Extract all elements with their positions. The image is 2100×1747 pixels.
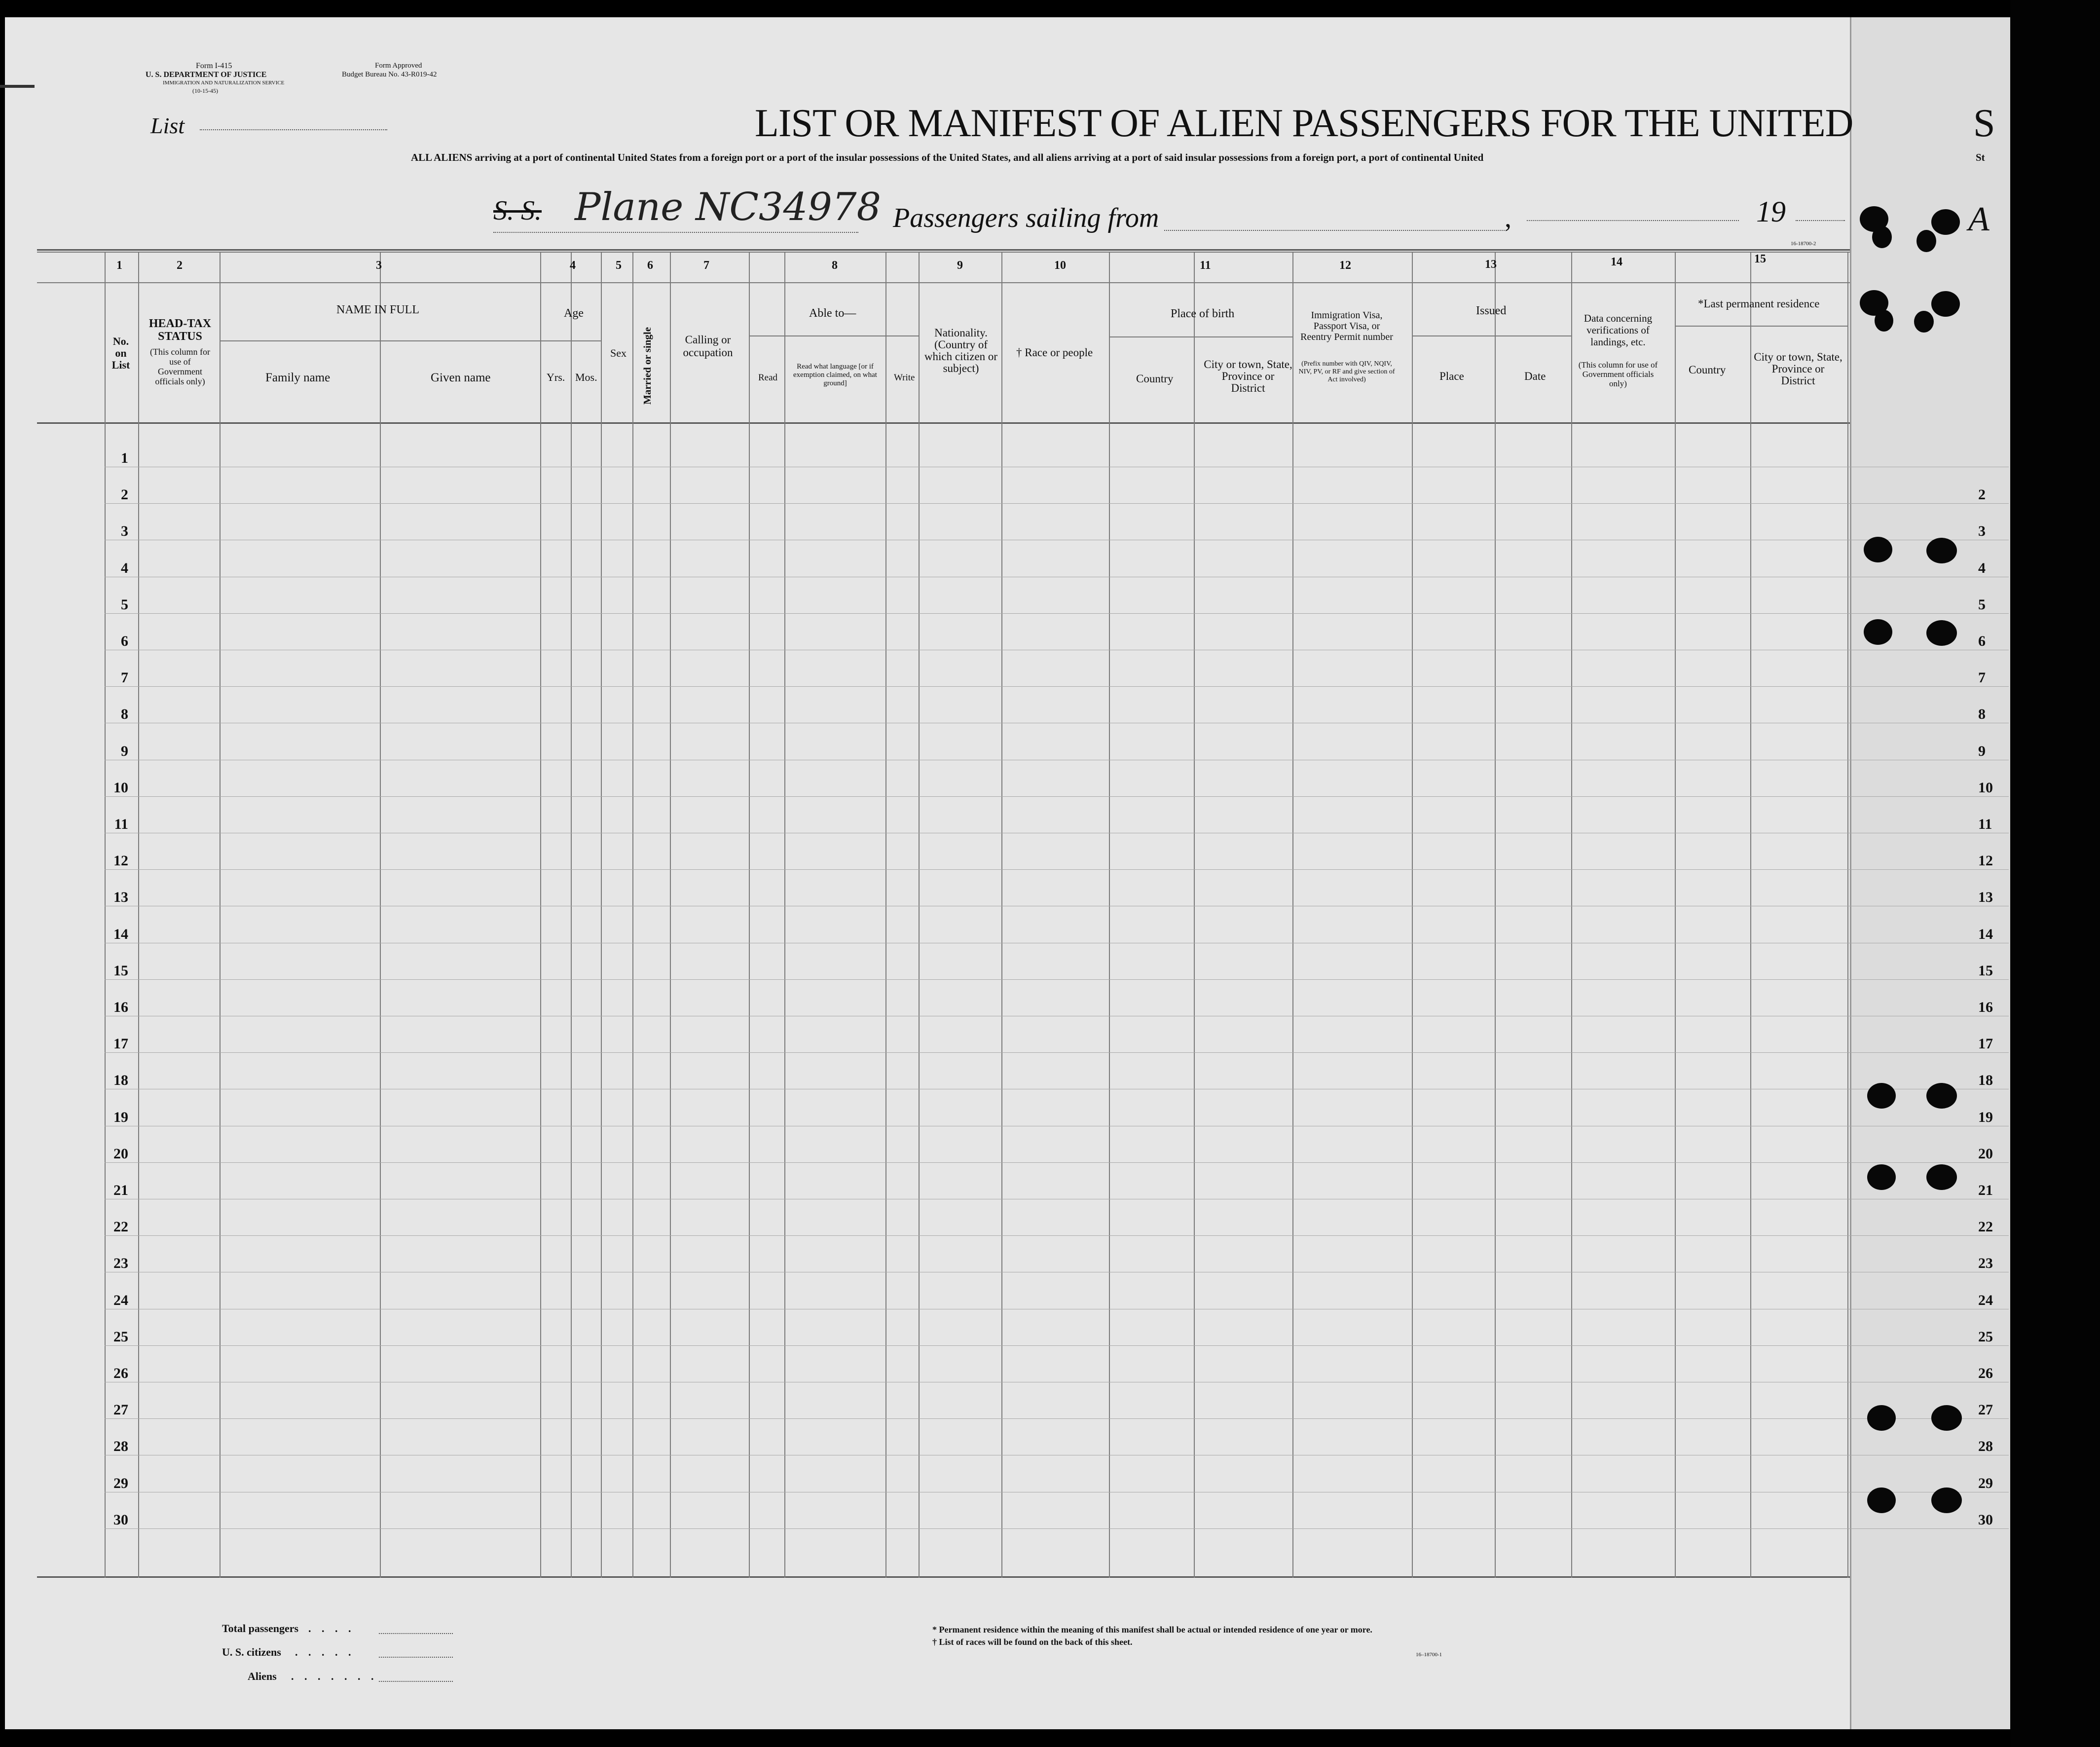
next-sheet-row-number: 30 xyxy=(1978,1512,1993,1528)
next-sheet-row-number: 25 xyxy=(1978,1329,1993,1345)
scan-border xyxy=(2010,0,2100,1747)
sex-header: Sex xyxy=(610,347,626,359)
row-number: 14 xyxy=(113,926,128,942)
subheader-rule xyxy=(220,340,540,341)
punch-hole xyxy=(1931,1487,1962,1513)
row-number: 11 xyxy=(114,816,128,832)
col-num-15: 15 xyxy=(1754,253,1766,265)
next-sheet-row-number: 3 xyxy=(1978,523,1986,539)
row-rule xyxy=(105,503,2009,504)
leader-dots: . . . . . . . xyxy=(291,1670,378,1682)
column-rule xyxy=(784,253,785,1578)
next-sheet-row-number: 10 xyxy=(1978,780,1993,796)
subheader-rule xyxy=(1412,335,1571,336)
column-rule xyxy=(540,253,541,1578)
table-top-border-2 xyxy=(37,252,1850,253)
row-number: 20 xyxy=(113,1146,128,1162)
next-sheet-row-number: 18 xyxy=(1978,1072,1993,1088)
punch-hole xyxy=(1926,538,1957,563)
subtitle-cutoff: St xyxy=(1976,151,1985,163)
visa-note: (Prefix number with QIV, NQIV, NIV, PV, or RF and give section of Act involved) xyxy=(1298,360,1395,383)
row-number: 18 xyxy=(113,1072,128,1088)
next-sheet-row-number: 13 xyxy=(1978,889,1993,905)
given-name-header: Given name xyxy=(431,371,491,384)
subheader-rule xyxy=(1675,326,1847,327)
row-number: 17 xyxy=(113,1036,128,1052)
next-sheet-row-number: 17 xyxy=(1978,1036,1993,1052)
sailing-from-label: Passengers sailing from xyxy=(893,203,1159,233)
punch-hole xyxy=(1875,310,1893,332)
service: IMMIGRATION AND NATURALIZATION SERVICE xyxy=(163,80,285,86)
subheader-rule xyxy=(749,335,919,336)
head-tax-header: HEAD-TAX STATUS xyxy=(148,317,212,343)
column-rule xyxy=(1847,253,1848,1578)
next-sheet-row-number: 19 xyxy=(1978,1109,1993,1125)
row-number: 10 xyxy=(113,780,128,796)
col-num-2: 2 xyxy=(177,259,183,272)
row-number: 24 xyxy=(113,1292,128,1308)
footer-code: 16–18700-1 xyxy=(1416,1652,1442,1658)
column-rule xyxy=(1675,253,1676,1578)
row-number: 9 xyxy=(121,743,128,759)
row-rule xyxy=(105,613,2009,614)
column-rule xyxy=(749,253,750,1578)
family-name-header: Family name xyxy=(265,371,331,384)
col-num-10: 10 xyxy=(1054,259,1066,272)
punch-hole xyxy=(1867,1164,1896,1190)
residence-country-header: Country xyxy=(1689,364,1726,376)
read-header: Read xyxy=(758,372,778,383)
department: U. S. DEPARTMENT OF JUSTICE xyxy=(146,71,267,79)
next-sheet-row-number: 2 xyxy=(1978,486,1986,503)
row-number: 30 xyxy=(113,1512,128,1528)
next-sheet-row-number: 6 xyxy=(1978,633,1986,649)
overlapping-next-sheet xyxy=(1850,17,2012,1729)
row-rule xyxy=(105,1052,2009,1053)
list-label: List xyxy=(150,113,185,138)
residence-city-header: City or town, State, Province or District xyxy=(1754,351,1842,387)
next-sheet-row-number: 4 xyxy=(1978,560,1986,576)
row-number: 12 xyxy=(113,853,128,869)
aliens-field[interactable] xyxy=(379,1681,453,1682)
row-rule xyxy=(105,1235,2009,1236)
leader-dots: . . . . . xyxy=(295,1646,355,1658)
row-number: 26 xyxy=(113,1365,128,1381)
column-rule xyxy=(380,253,381,1578)
col-num-14: 14 xyxy=(1611,256,1622,268)
column-rule xyxy=(1292,253,1293,1578)
col-num-11: 11 xyxy=(1200,259,1211,272)
next-sheet-row-number: 28 xyxy=(1978,1438,1993,1454)
next-sheet-row-number: 11 xyxy=(1978,816,1992,832)
next-sheet-row-number: 7 xyxy=(1978,669,1986,686)
col-num-12: 12 xyxy=(1339,259,1351,272)
subheader-rule xyxy=(1109,336,1292,337)
next-sheet-row-number: 15 xyxy=(1978,963,1993,979)
row-number: 29 xyxy=(113,1475,128,1491)
column-rule xyxy=(1412,253,1413,1578)
data-concerning-note: (This column for use of Government officials only) xyxy=(1578,360,1658,388)
row-number: 3 xyxy=(121,523,128,539)
birth-country-header: Country xyxy=(1136,372,1174,385)
line-cutoff: A xyxy=(1968,200,1989,238)
nationality-header: Nationality. (Country of which citizen or subject) xyxy=(924,327,998,374)
column-rule xyxy=(632,253,633,1578)
form-title: LIST OR MANIFEST OF ALIEN PASSENGERS FOR THE UNITED xyxy=(755,102,1853,145)
column-rule xyxy=(1495,253,1496,1578)
punch-hole xyxy=(1864,619,1892,645)
list-field[interactable] xyxy=(200,129,387,130)
form-date: (10-15-45) xyxy=(192,87,218,94)
row-rule xyxy=(105,796,2009,797)
next-sheet-row-number: 24 xyxy=(1978,1292,1993,1308)
age-header: Age xyxy=(564,307,584,320)
row-number: 25 xyxy=(113,1329,128,1345)
col-num-6: 6 xyxy=(647,259,653,272)
next-sheet-row-number: 21 xyxy=(1978,1182,1993,1198)
row-number: 16 xyxy=(113,999,128,1015)
able-to-header: Able to— xyxy=(809,307,856,320)
next-sheet-row-number: 8 xyxy=(1978,706,1986,722)
next-sheet-row-number: 26 xyxy=(1978,1365,1993,1381)
col-num-5: 5 xyxy=(616,259,622,272)
footnote-residence: * Permanent residence within the meaning of this manifest shall be actual or intended residence of one year or more. xyxy=(932,1625,1372,1635)
row-rule xyxy=(105,1162,2009,1163)
total-passengers-label: Total passengers xyxy=(222,1622,299,1635)
punch-hole xyxy=(1872,226,1892,248)
form-number: Form I-415 xyxy=(196,62,232,70)
punch-hole xyxy=(1914,311,1934,333)
row-number: 6 xyxy=(121,633,128,649)
yrs-header: Yrs. xyxy=(547,371,565,383)
no-on-list-header: No. on List xyxy=(111,335,130,371)
row-rule xyxy=(105,1345,2009,1346)
col-num-13: 13 xyxy=(1485,258,1497,271)
total-passengers-field[interactable] xyxy=(379,1633,453,1634)
next-sheet-row-number: 16 xyxy=(1978,999,1993,1015)
next-sheet-row-number: 9 xyxy=(1978,743,1986,759)
column-rule xyxy=(138,253,139,1578)
row-number: 22 xyxy=(113,1219,128,1235)
punch-hole xyxy=(1867,1487,1896,1513)
table-top-border xyxy=(37,249,1850,251)
data-concerning-header: Data concerning verifications of landings, etc. xyxy=(1584,312,1653,348)
punch-hole xyxy=(1916,230,1936,252)
next-sheet-row-number: 20 xyxy=(1978,1146,1993,1162)
next-sheet-row-number: 29 xyxy=(1978,1475,1993,1491)
head-tax-note: (This column for use of Government officials only) xyxy=(150,347,210,386)
subheader-rule xyxy=(540,340,601,341)
year-field[interactable] xyxy=(1796,220,1845,221)
row-number: 7 xyxy=(121,669,128,686)
birth-city-header: City or town, State, Province or District xyxy=(1204,358,1292,394)
punch-hole xyxy=(1926,1164,1957,1190)
small-code: 16-18700-2 xyxy=(1791,241,1816,247)
column-rule xyxy=(885,253,886,1578)
row-number: 27 xyxy=(113,1402,128,1418)
row-rule xyxy=(105,869,2009,870)
column-rule xyxy=(601,253,602,1578)
col-num-4: 4 xyxy=(570,259,576,272)
row-number: 5 xyxy=(121,596,128,613)
column-rule xyxy=(919,253,920,1578)
column-rule xyxy=(1571,253,1572,1578)
title-cutoff: S xyxy=(1973,102,1995,145)
punch-hole xyxy=(1931,291,1960,317)
col-num-1: 1 xyxy=(116,259,122,272)
col-num-8: 8 xyxy=(832,259,838,272)
punch-hole xyxy=(1931,209,1960,235)
column-rule xyxy=(670,253,671,1578)
col-num-3: 3 xyxy=(376,259,382,272)
row-number: 8 xyxy=(121,706,128,722)
year-prefix: 19 xyxy=(1756,195,1786,228)
row-number: 21 xyxy=(113,1182,128,1198)
vessel-field[interactable] xyxy=(493,232,858,233)
row-number: 1 xyxy=(121,450,128,466)
issued-place-header: Place xyxy=(1439,370,1464,382)
mos-header: Mos. xyxy=(575,371,597,383)
row-rule xyxy=(105,979,2009,980)
us-citizens-field[interactable] xyxy=(379,1657,453,1658)
ss-label: S. S. xyxy=(493,195,542,226)
race-header: † Race or people xyxy=(1016,346,1093,359)
issued-date-header: Date xyxy=(1524,370,1546,382)
edge-mark xyxy=(0,85,35,88)
row-rule xyxy=(105,1528,2009,1529)
column-rule xyxy=(220,253,221,1578)
number-row-line xyxy=(37,282,1850,283)
footnote-races: † List of races will be found on the back of this sheet. xyxy=(932,1637,1133,1647)
read-language-header: Read what language [or if exemption claimed, on what ground] xyxy=(793,363,877,387)
approved: Form Approved xyxy=(375,62,422,70)
row-rule xyxy=(105,1418,2009,1419)
write-header: Write xyxy=(894,372,915,383)
column-rule xyxy=(571,253,572,1578)
visa-header: Immigration Visa, Passport Visa, or Reentry Permit number xyxy=(1300,310,1393,342)
row-number: 19 xyxy=(113,1109,128,1125)
form-subtitle: ALL ALIENS arriving at a port of continental United States from a foreign port or a port of the insular possessions of the United States, and all aliens arriving at a port of said insular possessions from a foreign port, a port of continental United xyxy=(411,151,1484,163)
next-sheet-row-number: 5 xyxy=(1978,596,1986,613)
port-field[interactable] xyxy=(1164,230,1505,231)
punch-hole xyxy=(1864,537,1892,562)
next-sheet-row-number: 22 xyxy=(1978,1219,1993,1235)
next-sheet-row-number: 27 xyxy=(1978,1402,1993,1418)
row-rule xyxy=(105,686,2009,687)
col-num-7: 7 xyxy=(703,259,709,272)
next-sheet-row-number: 12 xyxy=(1978,853,1993,869)
punch-hole xyxy=(1926,620,1957,646)
us-citizens-label: U. S. citizens xyxy=(222,1646,281,1658)
calling-header: Calling or occupation xyxy=(683,334,733,359)
col-num-9: 9 xyxy=(957,259,963,272)
issued-header: Issued xyxy=(1476,304,1507,317)
place-of-birth-header: Place of birth xyxy=(1171,307,1235,320)
next-sheet-row-number: 23 xyxy=(1978,1255,1993,1271)
row-number: 28 xyxy=(113,1438,128,1454)
column-rule xyxy=(1109,253,1110,1578)
punch-hole xyxy=(1926,1083,1957,1109)
row-number: 13 xyxy=(113,889,128,905)
form-sheet xyxy=(5,17,1978,1729)
date-field[interactable] xyxy=(1527,220,1739,221)
row-number: 4 xyxy=(121,560,128,576)
column-rule xyxy=(1750,253,1751,1578)
punch-hole xyxy=(1867,1083,1896,1109)
aliens-label: Aliens xyxy=(248,1670,277,1682)
punch-hole xyxy=(1931,1405,1962,1431)
column-rule xyxy=(1001,253,1002,1578)
last-residence-header: *Last permanent residence xyxy=(1698,297,1820,310)
married-header: Married or single xyxy=(641,327,653,405)
header-bottom-line xyxy=(37,422,1850,424)
vessel-name-handwritten: Plane NC34978 xyxy=(575,185,882,229)
next-sheet-row-number: 14 xyxy=(1978,926,1993,942)
comma: , xyxy=(1505,203,1511,233)
leader-dots: . . . . xyxy=(308,1622,355,1635)
name-in-full-header: NAME IN FULL xyxy=(336,303,419,316)
row-number: 23 xyxy=(113,1255,128,1271)
punch-hole xyxy=(1867,1405,1896,1431)
table-bottom-line xyxy=(37,1576,1850,1578)
row-number: 15 xyxy=(113,963,128,979)
row-number: 2 xyxy=(121,486,128,503)
budget-number: Budget Bureau No. 43-R019-42 xyxy=(342,71,437,78)
column-rule xyxy=(1194,253,1195,1578)
